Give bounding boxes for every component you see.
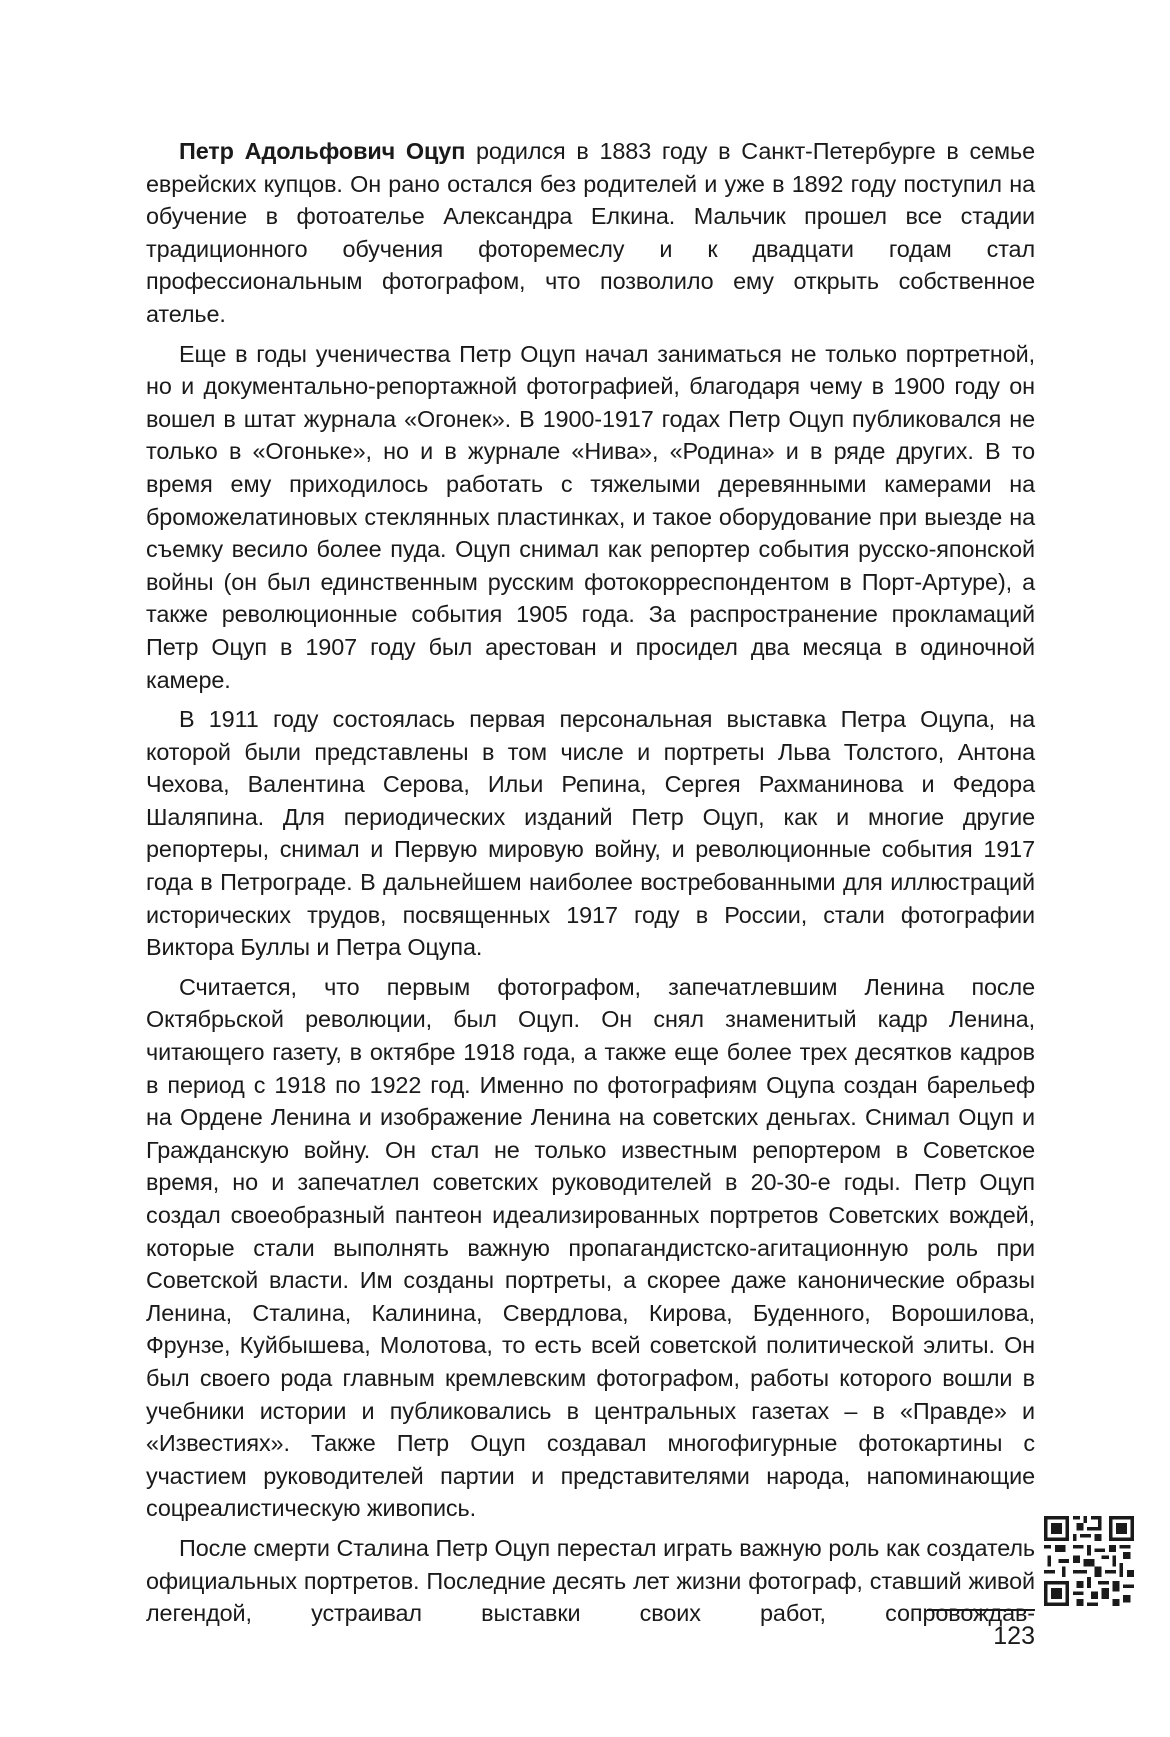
paragraph-5: После смерти Сталина Петр Оцуп перестал играть важную роль как создатель официальных портретов. Последние десять лет жизни фотограф, ставший живой легендой, устраивал выставки своих работ, сопровождав- bbox=[146, 1534, 1035, 1627]
paragraph-2: Еще в годы ученичества Петр Оцуп начал заниматься не только портретной, но и документально-репортажной фотографией, благодаря чему в 1900 году он вошел в штат журнала «Огонек». В 1900-1917 годах Петр Оцуп публиковался не только в «Огоньке», но и в журнале «Нива», «Родина» и в ряде других. В то время ему приходилось работать с тяжелыми деревянными камерами на броможелатиновых стеклянных пластинках, и такое оборудование при выезде на съемку весило более пуда. Оцуп снимал как репортер события русско-японской войны (он был единственным русским фотокорреспондентом в Порт-Артуре), а также революционные события 1905 года. За распространение прокламаций Петр Оцуп в 1907 году был арестован и просидел два месяца в одиночной камере. bbox=[146, 340, 1035, 693]
footer-rule bbox=[927, 1609, 1035, 1611]
paragraph-3: В 1911 году состоялась первая персональная выставка Петра Оцупа, на которой были представлены в том числе и портреты Льва Толстого, Антона Чехова, Валентина Серова, Ильи Репина, Сергея Рахманинова и Федора Шаляпина. Для периодических изданий Петр Оцуп, как и многие другие репортеры, снимал и Первую мировую войну, и революционные события 1917 года в Петрограде. В дальнейшем наиболее востребованными для иллюстраций исторических трудов, посвященных 1917 году в России, стали фотографии Виктора Буллы и Петра Оцупа. bbox=[146, 706, 1035, 961]
paragraph-1-text: родился в 1883 году в Санкт-Петербурге в семье еврейских купцов. Он рано остался без родителей и уже в 1892 году поступил на обучение в фотоателье Александра Елкина. Мальчик прошел все стадии традиционного обучения фоторемеслу и к двадцати годам стал профессиональным фотографом, что позволило ему открыть собственное ателье. bbox=[146, 138, 1036, 327]
article-body bbox=[146, 135, 1035, 1630]
page-number: 123 bbox=[993, 1622, 1035, 1650]
person-name: Петр Адольфович Оцуп bbox=[179, 138, 466, 164]
qr-code-icon bbox=[1044, 1516, 1134, 1606]
paragraph-1 bbox=[146, 135, 1035, 331]
paragraph-4: Считается, что первым фотографом, запечатлевшим Ленина после Октябрьской революции, был Оцуп. Он снял знаменитый кадр Ленина, читающего газету, в октябре 1918 года, а также еще более трех десятков кадров в период с 1918 по 1922 год. Именно по фотографиям Оцупа создан барельеф на Ордене Ленина и изображение Ленина на советских деньгах. Снимал Оцуп и Гражданскую войну. Он стал не только известным репортером в Советское время, но и запечатлел советских руководителей в 20-30-е годы. Петр Оцуп создал своеобразный пантеон идеализированных портретов Советских вождей, которые стали выполнять важную пропагандистско-агитационную роль при Советской власти. Им созданы портреты, а скорее даже канонические образы Ленина, Сталина, Калинина, Свердлова, Кирова, Буденного, Ворошилова, Фрунзе, Куйбышева, Молотова, то есть всей советской политической элиты. Он был своего рода главным кремлевским фотографом, работы которого вошли в учебники истории и публиковались в центральных газетах – в «Правде» и «Известиях». Также Петр Оцуп создавал многофигурные фотокартины с участием руководителей партии и представителями народа, напоминающие соцреалистическую живопись. bbox=[146, 973, 1035, 1522]
